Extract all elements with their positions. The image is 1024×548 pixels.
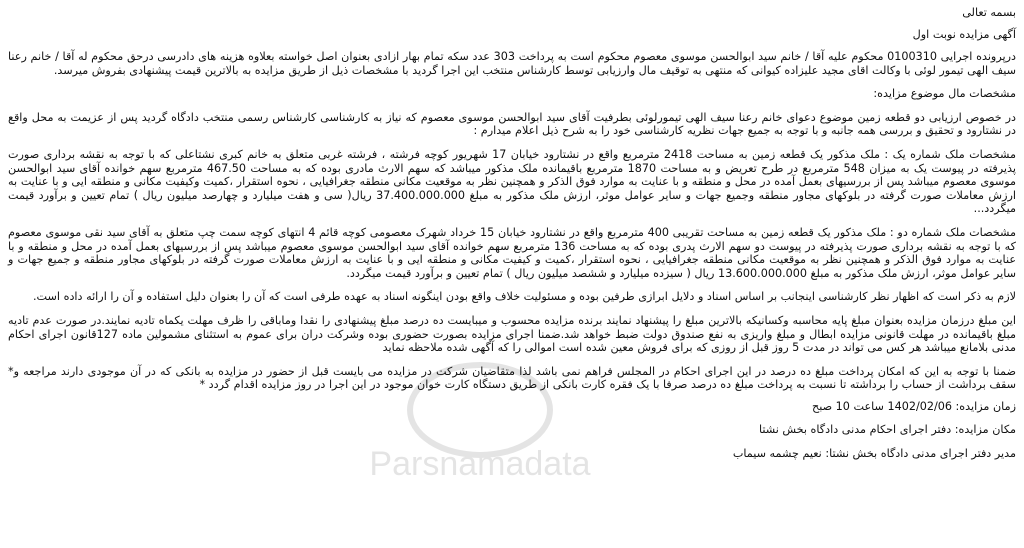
auction-place: مکان مزایده: دفتر اجرای احکام مدنی دادگاه بخش نشتا	[758, 423, 1016, 437]
property-one-paragraph: مشخصات ملک شماره یک : ملک مذکور یک قطعه زمین به مساحت 2418 مترمربع واقع در نشتارود خیابان 17 شهریور کوچه فرشته ، فرشته غربی متعلق به خانم کبری نشتاعلی که با توجه به نقشه برداری صورت پذیرفته در پیوست یک به میزان 548 مترمربع در طرح تعریض و به مساحت 1870 مترمربع باقیمانده ملک مذکور میباشد که سهم الارث مادری بوده که به مساحت 467.50 مترمربع سهم خوانده آقای سید ابوالحسن موسوی معصوم میباشد پس از بررسیهای بعمل آمده در محل و منطقه و با عنایت به موارد فوق الذکر و همچنین نظر به موقعیت مکانی منطقه جغرافیایی ، نحوه استقرار ،کمیت وکیفیت مکانی و منطقه ایی و با عنایت به ارزش معاملات صورت گرفته در بلوکهای مجاور منطقه وجمیع جهات و سایر عوامل موثر، ارزش ملک مذکور به مبلغ 37.400.000.000 ریال( سی و هفت میلیارد و چهارصد میلیون ریال ) تمام تعیین و برآورد قیمت میگردد...	[8, 147, 1017, 216]
payment-terms-paragraph: این مبلغ درزمان مزایده بعنوان مبلغ پایه محاسبه وکسانیکه بالاترین مبلغ را پیشنهاد نمایند برنده مزایده محسوب و میبایست ده درصد مبلغ پیشنهادی را نقدا وماباقی را ظرف مهلت یکماه تادیه نمایند.در صورت عدم تادیه مبلغ باقیمانده در مهلت قانونی مزایده ابطال و مبلغ واریزی به نفع صندوق دولت ضبط خواهد شد.ضمنا اجرای مزایده بصورت حضوری بوده وشرکت دران برای عموم به استثنای مشمولین ماده 127قانون اجرای احکام مدنی بلامانع میباشد هر کس می تواند در مدت 5 روز قبل از روزی که برای فروش معین شده است اموالی را که آگهی شده ملاحظه نماید	[8, 313, 1016, 355]
assessment-intro-paragraph: در خصوص ارزیابی دو قطعه زمین موضوع دعوای خانم رعنا سیف الهی تیمورلوئی بطرفیت آقای سید ابوالحسن موسوی معصوم که نیاز به کارشناسی کارشناس رسمی منتخب دادگاه گردید پس از عزیمت به محل واقع در نشتارود و تحقیق و بررسی همه جانبه و با توجه به جمیع جهات نظریه کارشناسی خود را به شرح ذیل اعلام میدارم :	[8, 110, 1016, 138]
auction-time: زمان مزایده: 1402/02/06 ساعت 10 صبح	[812, 399, 1016, 413]
section-heading: مشخصات مال موضوع مزایده:	[873, 87, 1016, 101]
case-paragraph: درپرونده اجرایی 0100310 محکوم علیه آقا / خانم سید ابوالحسن موسوی معصوم محکوم است به پرداخت 303 عدد سکه تمام بهار ازادی بعنوان اصل خواسته بعلاوه هزینه های دادرسی درحق محکوم له آقا / خانم رعنا سیف الهی تیمور لوئی با وکالت اقای مجید علیزاده کیوانی که منتهی به توقیف مال وارزیابی توسط کارشناس منتخب این اجرا گردید با مشخصات ذیل از طریق مزایده به بالاترین قیمت پیشنهادی بفروش میرسد.	[8, 50, 1017, 77]
watermark-text: Parsnamadata	[369, 445, 591, 483]
header-title: بسمه تعالی	[962, 6, 1016, 19]
bank-card-paragraph: ضمنا با توجه به این که امکان پرداخت مبلغ ده درصد در این اجرای احکام در المجلس فراهم نمی باشد لذا متقاضیان شرکت در مزایده می بایست قبل از حضور در مزایده به بانکی که در آن موجودی دارند مراجعه و* سقف برداشت از حساب را برداشته تا نسبت به پرداخت مبلغ ده درصد صرفا با یک فقره کارت بانکی از طریق دستگاه کارت خوان موجود در این اجرا در روز مزایده اقدام گردد *	[8, 364, 1016, 392]
property-two-paragraph: مشخصات ملک شماره دو : ملک مذکور یک قطعه زمین به مساحت تقریبی 400 مترمربع واقع در نشتارود خیابان 15 خرداد شهرک معصومی کوچه قائم 4 انتهای کوچه سمت چپ متعلق به آقای سید نقی موسوی معصوم که با توجه به نقشه برداری صورت پذیرفته در پیوست دو سهم الارث پدری بوده که به مساحت 136 مترمربع سهم خوانده آقای سید ابوالحسن موسوی معصوم میباشد پس از بررسیهای بعمل آمده در محل و منطقه و با عنایت به موارد فوق الذکر و همچنین نظر به موقعیت مکانی منطقه جغرافیایی ، نحوه استقرار ،کمیت و کیفیت مکانی و منطقه ایی و با عنایت به ارزش معاملات صورت گرفته در بلوکهای مجاور منطقه و جمیع جهات و سایر عوامل موثر، ارزش ملک مذکور به مبلغ 13.600.000.000 ریال ( سیزده میلیارد و ششصد میلیون ریال ) تمام تعیین و برآورد قیمت میگردد.	[8, 225, 1017, 280]
header-subtitle: آگهی مزایده نوبت اول	[912, 28, 1016, 41]
disclaimer-paragraph: لازم به ذکر است که اظهار نظر کارشناسی اینجانب بر اساس اسناد و دلایل ابرازی طرفین بوده و مسئولیت خلاف واقع بودن اینگونه اسناد به عهده طرفی است که آن را بعنوان دلیل استفاده و آن را ارائه داده است.	[33, 290, 1016, 304]
office-manager: مدیر دفتر اجرای مدنی دادگاه بخش نشتا: نعیم چشمه سیماب	[732, 447, 1016, 461]
